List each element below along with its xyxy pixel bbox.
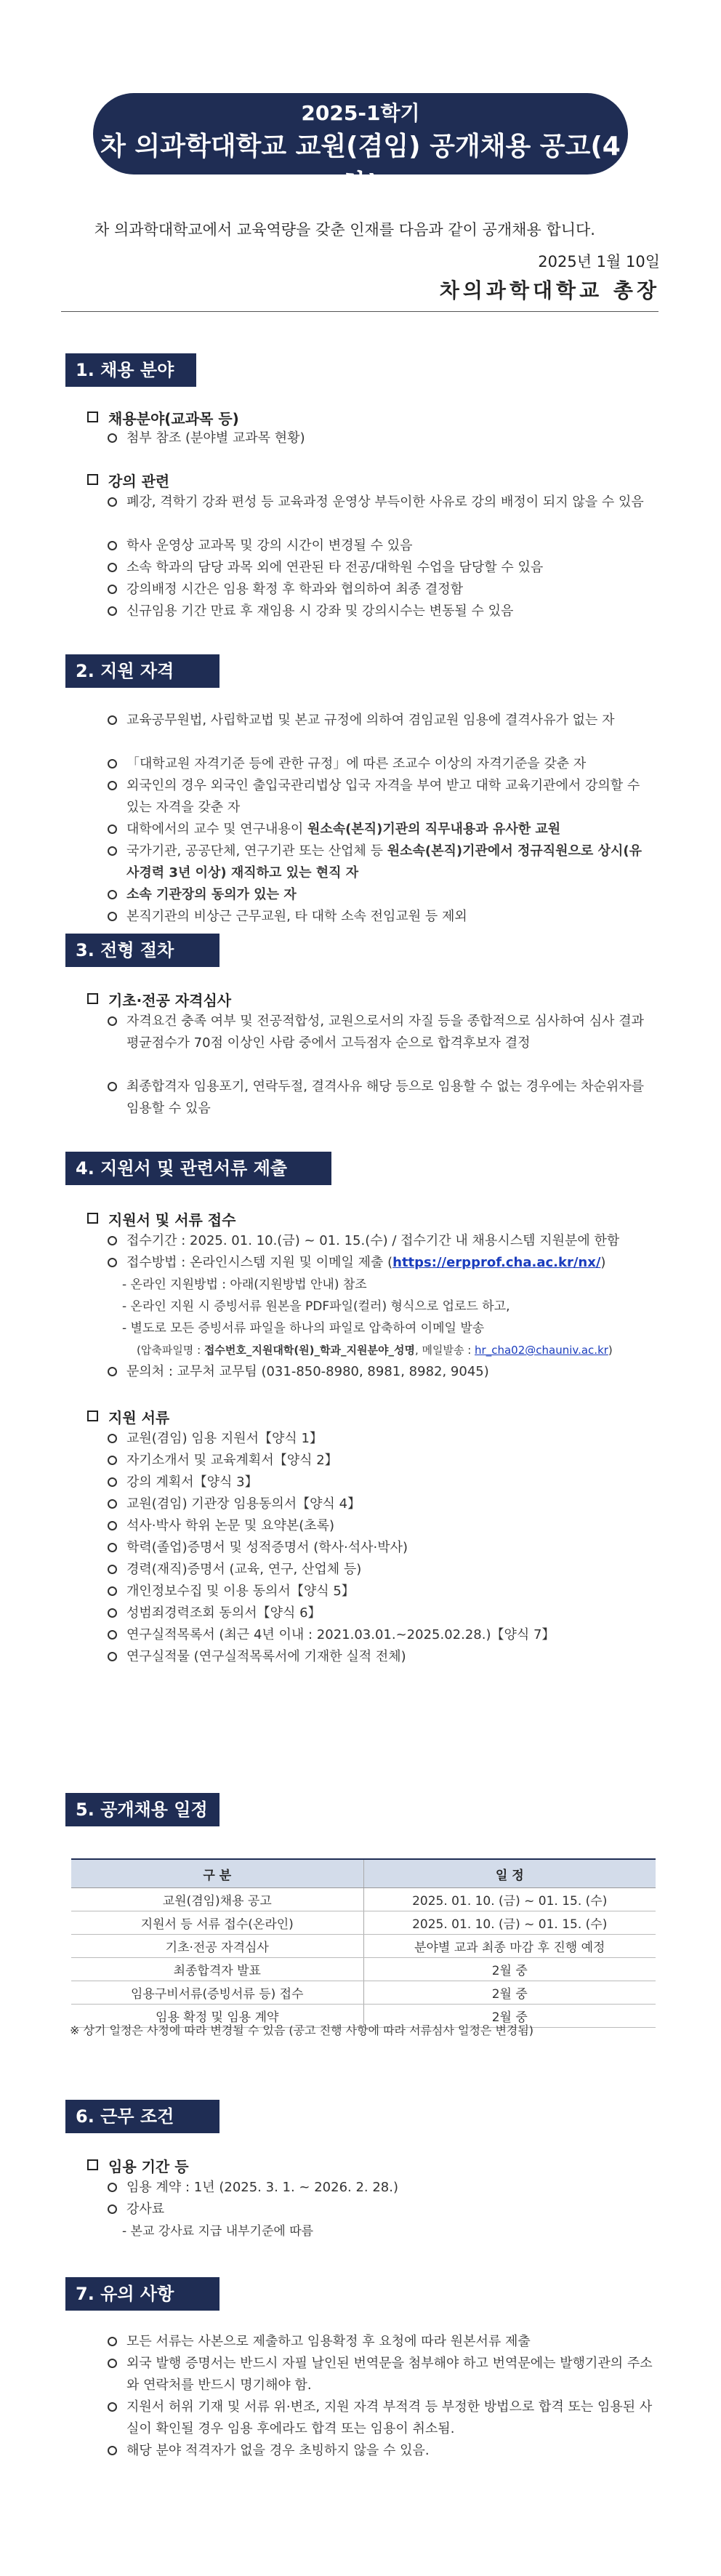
list-item: 「대학교원 자격기준 등에 관한 규정」에 따른 조교수 이상의 자격기준을 갖춘 자 <box>108 753 654 775</box>
section-title-7: 7. 유의 사항 <box>65 2277 219 2311</box>
list-item: 첨부 참조 (분야별 교과목 현황) <box>108 428 654 449</box>
list-item: 임용 계약 : 1년 (2025. 3. 1. ~ 2026. 2. 28.) <box>108 2177 654 2199</box>
application-system-link[interactable]: https://erpprof.cha.ac.kr/nx/ <box>392 1255 601 1270</box>
list-item: 소속 학과의 담당 과목 외에 연관된 타 전공/대학원 수업을 담당할 수 있음 <box>108 557 654 579</box>
table-cell: 2025. 01. 10. (금) ~ 01. 15. (수) <box>363 1911 656 1935</box>
list-item: 성범죄경력조회 동의서【양식 6】 <box>108 1602 654 1624</box>
list-item: 국가기관, 공공단체, 연구기관 또는 산업체 등 원소속(본직)기관에서 정규직원으로 상시(유사경력 3년 이상) 재직하고 있는 현직 자 <box>108 840 654 884</box>
section-title-3: 3. 전형 절차 <box>65 934 219 967</box>
list-item: 본직기관의 비상근 근무교원, 타 대학 소속 전임교원 등 제외 <box>108 906 654 928</box>
signature: 차의과학대학교 총장 <box>439 278 660 302</box>
subheading: 채용분야(교과목 등) <box>87 407 239 428</box>
list-item: 교원(겸임) 임용 지원서【양식 1】 <box>108 1428 654 1450</box>
list-item: 강의 계획서【양식 3】 <box>108 1472 654 1493</box>
table-cell: 2월 중 <box>363 1958 656 1981</box>
schedule-table <box>71 1858 656 2028</box>
table-header-row <box>71 1859 656 1888</box>
list-item: 최종합격자 임용포기, 연락두절, 결격사유 해당 등으로 임용할 수 없는 경우에는 차순위자를 임용할 수 있음 <box>108 1076 654 1120</box>
table-row <box>71 1911 656 1935</box>
subheading: 지원 서류 <box>87 1406 169 1427</box>
table-row <box>71 1888 656 1911</box>
list-item: 연구실적목록서 (최근 4년 이내 : 2021.03.01.~2025.02.28.)【양식 7】 <box>108 1624 654 1646</box>
title-banner <box>93 93 628 199</box>
subheading: 기초·전공 자격심사 <box>87 989 231 1010</box>
list-item: 외국 발행 증명서는 반드시 자필 날인된 번역문을 첨부해야 하고 번역문에는 발행기관의 주소와 연락처를 반드시 명기해야 함. <box>108 2353 654 2396</box>
subheading: 지원서 및 서류 접수 <box>87 1208 235 1229</box>
table-cell: 최종합격자 발표 <box>71 1958 363 1981</box>
list-item: 모든 서류는 사본으로 제출하고 임용확정 후 요청에 따라 원본서류 제출 <box>108 2331 654 2353</box>
column-header: 구 분 <box>71 1859 363 1888</box>
list-item: 교원(겸임) 기관장 임용동의서【양식 4】 <box>108 1493 654 1515</box>
subheading: 임용 기간 등 <box>87 2155 189 2176</box>
column-header: 일 정 <box>363 1859 656 1888</box>
list-item: 해당 분야 적격자가 없을 경우 초빙하지 않을 수 있음. <box>108 2440 654 2462</box>
list-item: 석사·박사 학위 논문 및 요약본(초록) <box>108 1515 654 1537</box>
list-item: 문의처 : 교무처 교무팀 (031-850-8980, 8981, 8982, 9045) <box>108 1361 654 1383</box>
table-row <box>71 1981 656 2005</box>
list-item: 경력(재직)증명서 (교육, 연구, 산업체 등) <box>108 1559 654 1581</box>
intro-text: 차 의과학대학교에서 교육역량을 갖춘 인재를 다음과 같이 공개채용 합니다. <box>94 221 595 238</box>
list-subitem: (압축파일명 : 접수번호_지원대학(원)_학과_지원분야_성명, 메일발송 : hr_cha02@chauniv.ac.kr) <box>137 1344 613 1357</box>
list-item: 연구실적물 (연구실적목록서에 기재한 실적 전체) <box>108 1646 654 1668</box>
table-cell: 기초·전공 자격심사 <box>71 1935 363 1958</box>
list-item: 접수방법 : 온라인시스템 지원 및 이메일 제출 (https://erpprof.cha.ac.kr/nx/) <box>108 1252 654 1274</box>
list-item: 강의배정 시간은 임용 확정 후 학과와 협의하여 최종 결정함 <box>108 579 654 601</box>
subheading: 강의 관련 <box>87 470 169 491</box>
table-cell: 교원(겸임)채용 공고 <box>71 1888 363 1911</box>
table-row <box>71 1958 656 1981</box>
table-cell: 임용 확정 및 임용 계약 <box>71 2005 363 2028</box>
list-subitem: - 온라인 지원 시 증빙서류 원본을 PDF파일(컬러) 형식으로 업로드 하고, <box>122 1299 510 1314</box>
list-item: 자기소개서 및 교육계획서【양식 2】 <box>108 1450 654 1472</box>
list-item: 강사료 <box>108 2199 654 2220</box>
list-item: 소속 기관장의 동의가 있는 자 <box>108 884 654 906</box>
list-item: 학력(졸업)증명서 및 성적증명서 (학사·석사·박사) <box>108 1537 654 1559</box>
section-title-2: 2. 지원 자격 <box>65 654 219 688</box>
email-link[interactable]: hr_cha02@chauniv.ac.kr <box>475 1344 608 1357</box>
list-subitem: - 온라인 지원방법 : 아래(지원방법 안내) 참조 <box>122 1277 367 1292</box>
list-item: 교육공무원법, 사립학교법 및 본교 규정에 의하여 겸임교원 임용에 결격사유가 없는 자 <box>108 710 654 731</box>
list-item: 폐강, 격학기 강좌 편성 등 교육과정 운영상 부득이한 사유로 강의 배정이 되지 않을 수 있음 <box>108 491 654 513</box>
section-title-5: 5. 공개채용 일정 <box>65 1793 219 1826</box>
section-title-6: 6. 근무 조건 <box>65 2100 219 2133</box>
table-cell: 2월 중 <box>363 1981 656 2005</box>
list-subitem: - 별도로 모든 증빙서류 파일을 하나의 파일로 압축하여 이메일 발송 <box>122 1321 485 1336</box>
announcement-title: 차 의과학대학교 교원(겸임) 공개채용 공고(4차) <box>100 132 621 199</box>
table-cell: 2025. 01. 10. (금) ~ 01. 15. (수) <box>363 1888 656 1911</box>
table-cell: 지원서 등 서류 접수(온라인) <box>71 1911 363 1935</box>
section-title-1: 1. 채용 분야 <box>65 353 196 387</box>
list-item: 지원서 허위 기재 및 서류 위·변조, 지원 자격 부적격 등 부정한 방법으로 합격 또는 임용된 사실이 확인될 경우 임용 후에라도 합격 또는 임용이 취소됨. <box>108 2396 654 2440</box>
table-cell: 2월 중 <box>363 2005 656 2028</box>
list-item: 학사 운영상 교과목 및 강의 시간이 변경될 수 있음 <box>108 535 654 557</box>
list-item: 신규임용 기간 만료 후 재임용 시 강좌 및 강의시수는 변동될 수 있음 <box>108 601 654 622</box>
divider <box>61 311 658 312</box>
table-cell: 임용구비서류(증빙서류 등) 접수 <box>71 1981 363 2005</box>
list-item: 외국인의 경우 외국인 출입국관리법상 입국 자격을 부여 받고 대학 교육기관에서 강의할 수 있는 자격을 갖춘 자 <box>108 775 654 819</box>
list-item: 대학에서의 교수 및 연구내용이 원소속(본직)기관의 직무내용과 유사한 교원 <box>108 819 654 840</box>
table-row <box>71 1935 656 1958</box>
section-title-4: 4. 지원서 및 관련서류 제출 <box>65 1152 331 1185</box>
table-cell: 분야별 교과 최종 마감 후 진행 예정 <box>363 1935 656 1958</box>
list-item: 개인정보수집 및 이용 동의서【양식 5】 <box>108 1581 654 1602</box>
list-subitem: - 본교 강사료 지급 내부기준에 따름 <box>122 2224 314 2239</box>
list-item: 접수기간 : 2025. 01. 10.(금) ~ 01. 15.(수) / 접수기간 내 채용시스템 지원분에 한함 <box>108 1230 654 1252</box>
announcement-date: 2025년 1월 10일 <box>538 253 660 270</box>
schedule-note: ※ 상기 일정은 사정에 따라 변경될 수 있음 (공고 진행 사항에 따라 서류심사 일정은 변경됨) <box>70 2023 534 2037</box>
semester-title: 2025-1학기 <box>301 101 420 125</box>
list-item: 자격요건 충족 여부 및 전공적합성, 교원으로서의 자질 등을 종합적으로 심사하여 심사 결과 평균점수가 70점 이상인 사람 중에서 고득점자 순으로 합격후보자 결정 <box>108 1011 654 1054</box>
